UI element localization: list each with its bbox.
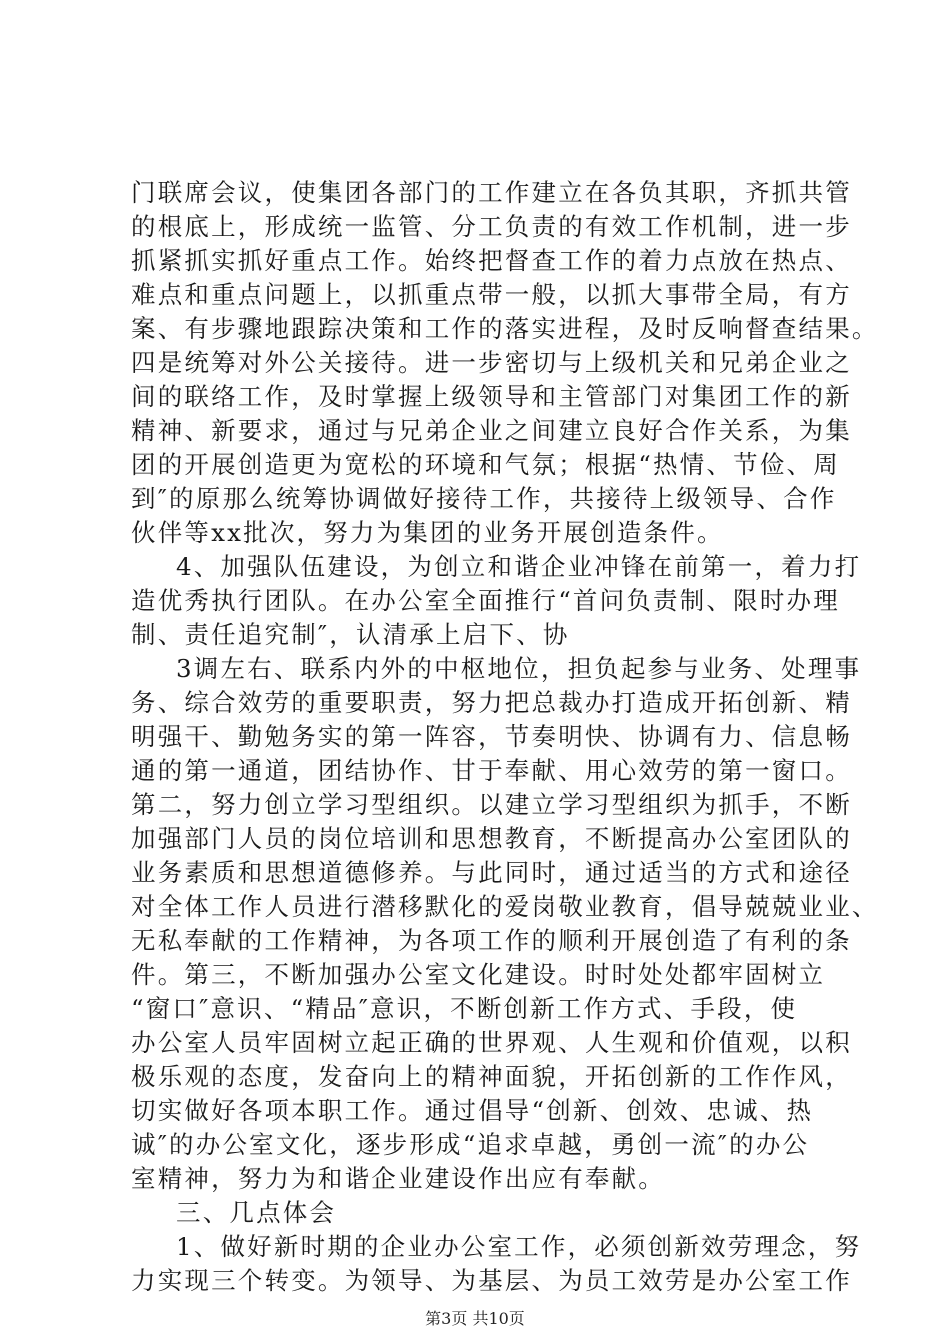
text-line: 对全体工作人员进行潜移默化的爱岗敬业教育，倡导兢兢业业、 — [131, 892, 879, 921]
text-line: 团的开展创造更为宽松的环境和气氛；根据“热情、节俭、周 — [131, 450, 840, 479]
text-line: 门联席会议，使集团各部门的工作建立在各负其职，齐抓共管 — [131, 178, 852, 207]
text-line: 1、做好新时期的企业办公室工作，必须创新效劳理念，努 — [176, 1232, 862, 1261]
text-line: 件。第三，不断加强办公室文化建设。时时处处都牢固树立 — [131, 960, 826, 989]
text-line: 案、有步骤地跟踪决策和工作的落实进程，及时反响督查结果。 — [131, 314, 879, 343]
section-heading: 三、几点体会 — [176, 1198, 337, 1227]
text-line: 难点和重点问题上，以抓重点带一般，以抓大事带全局，有方 — [131, 280, 852, 309]
text-line: 抓紧抓实抓好重点工作。始终把督查工作的着力点放在热点、 — [131, 246, 852, 275]
text-line: 精神、新要求，通过与兄弟企业之间建立良好合作关系，为集 — [131, 416, 852, 445]
text-line: 四是统筹对外公关接待。进一步密切与上级机关和兄弟企业之 — [131, 348, 852, 377]
text-line: 切实做好各项本职工作。通过倡导“创新、创效、忠诚、热 — [131, 1096, 814, 1125]
text-line: 通的第一通道，团结协作、甘于奉献、用心效劳的第一窗口。 — [131, 756, 852, 785]
text-line: 间的联络工作，及时掌握上级领导和主管部门对集团工作的新 — [131, 382, 852, 411]
text-line: 务、综合效劳的重要职责，努力把总裁办打造成开拓创新、精 — [131, 688, 852, 717]
text-line: 力实现三个转变。为领导、为基层、为员工效劳是办公室工作 — [131, 1266, 852, 1295]
text-line: 伙伴等xx批次，努力为集团的业务开展创造条件。 — [131, 518, 724, 547]
page-footer: 第3页 共10页 — [425, 1309, 525, 1328]
text-line: “窗口″意识、“精品″意识，不断创新工作方式、手段，使 — [131, 994, 798, 1023]
text-line: 加强部门人员的岗位培训和思想教育，不断提高办公室团队的 — [131, 824, 852, 853]
text-line: 明强干、勤勉务实的第一阵容，节奏明快、协调有力、信息畅 — [131, 722, 852, 751]
text-line: 室精神，努力为和谐企业建设作出应有奉献。 — [131, 1164, 665, 1193]
text-line: 到″的原那么统筹协调做好接待工作，共接待上级领导、合作 — [131, 484, 837, 513]
text-line: 第二，努力创立学习型组织。以建立学习型组织为抓手，不断 — [131, 790, 852, 819]
text-line: 办公室人员牢固树立起正确的世界观、人生观和价值观，以积 — [131, 1028, 852, 1057]
text-line: 3调左右、联系内外的中枢地位，担负起参与业务、处理事 — [176, 654, 862, 683]
text-line: 4、加强队伍建设，为创立和谐企业冲锋在前第一，着力打 — [176, 552, 862, 581]
text-line: 的根底上，形成统一监管、分工负责的有效工作机制，进一步 — [131, 212, 852, 241]
text-line: 造优秀执行团队。在办公室全面推行“首问负责制、限时办理 — [131, 586, 840, 615]
text-line: 制、责任追究制″，认清承上启下、协 — [131, 620, 570, 649]
text-line: 业务素质和思想道德修养。与此同时，通过适当的方式和途径 — [131, 858, 852, 887]
text-line: 极乐观的态度，发奋向上的精神面貌，开拓创新的工作作风， — [131, 1062, 852, 1091]
text-line: 诚″的办公室文化，逐步形成“追求卓越，勇创一流″的办公 — [131, 1130, 810, 1159]
text-line: 无私奉献的工作精神，为各项工作的顺利开展创造了有利的条 — [131, 926, 852, 955]
